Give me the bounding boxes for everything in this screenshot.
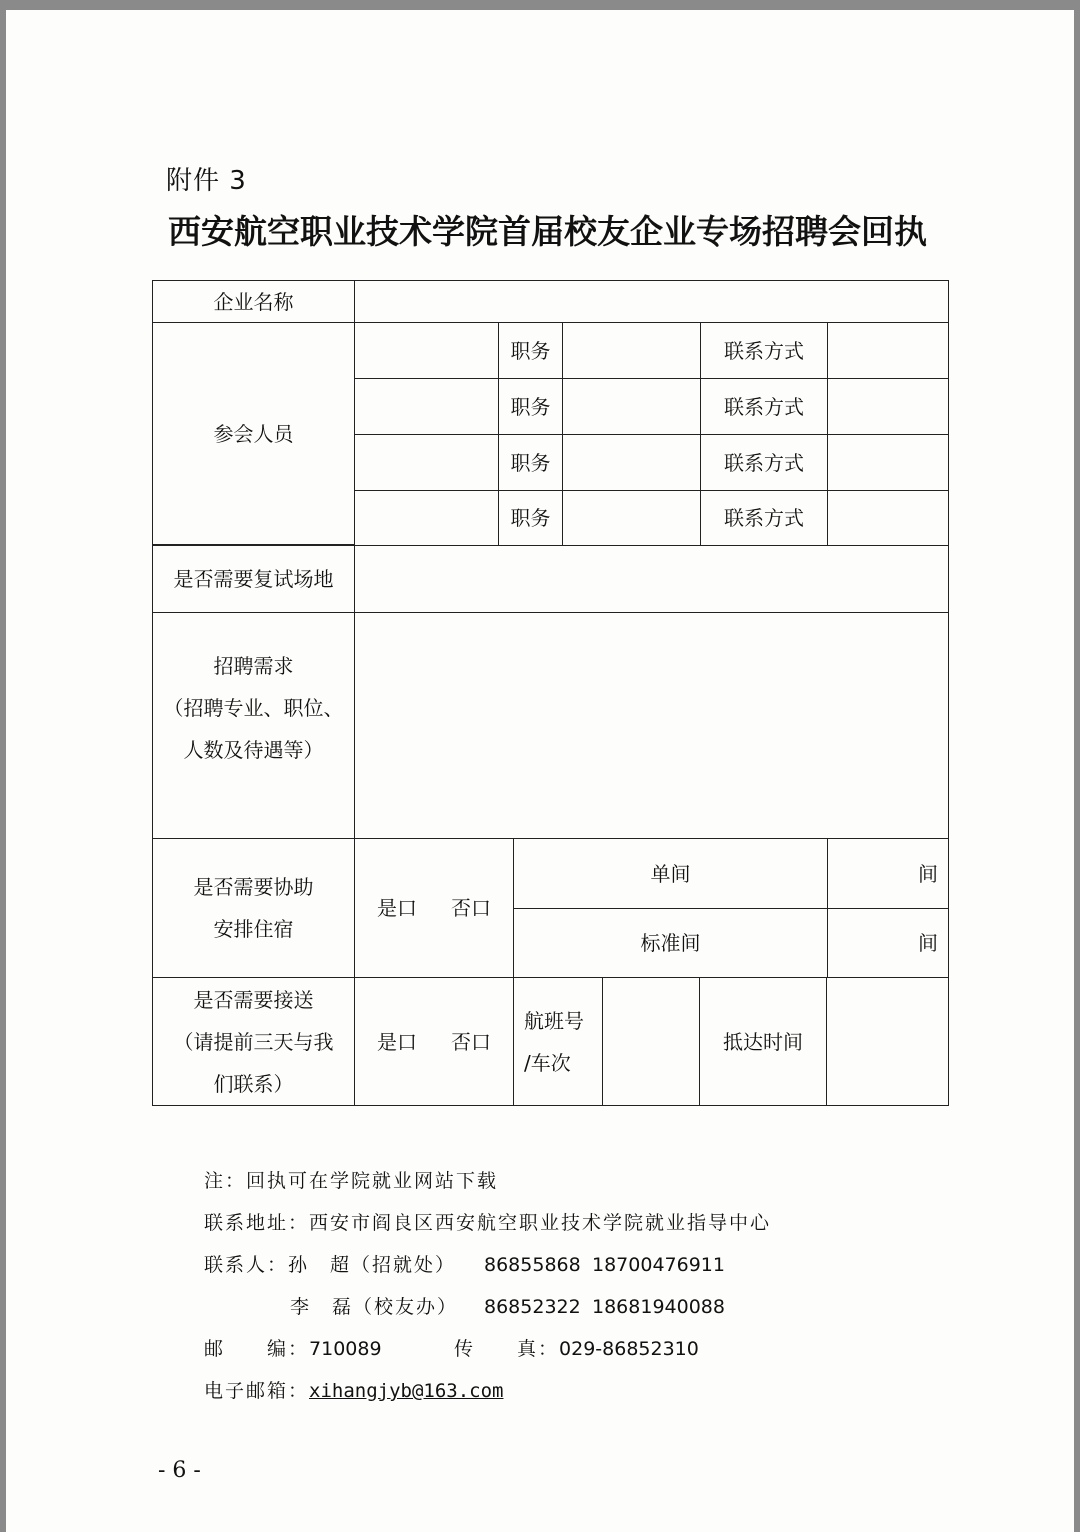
recruit-line-2: （招聘专业、职位、 — [163, 696, 344, 720]
lodging-label — [152, 838, 355, 978]
email-label: 电子邮箱： — [204, 1380, 310, 1402]
pickup-yes-checkbox[interactable]: 是口 — [377, 1029, 417, 1054]
position-label: 职务 — [498, 434, 563, 491]
single-room-label: 单间 — [513, 838, 828, 909]
position-label: 职务 — [498, 490, 563, 546]
address-line: 联系地址：西安市阎良区西安航空职业技术学院就业指导中心 — [204, 1212, 772, 1234]
arrival-time-label: 抵达时间 — [699, 977, 827, 1106]
position-field[interactable] — [562, 490, 701, 546]
contact-label: 联系方式 — [700, 490, 828, 546]
postcode-value: 710089 — [309, 1338, 382, 1360]
company-name-field[interactable] — [354, 280, 949, 323]
pickup-line-3: 们联系） — [213, 1071, 294, 1096]
contact-notes — [204, 1160, 771, 1412]
pickup-line-2: （请提前三天与我 — [173, 1029, 334, 1054]
contact-label: 联系方式 — [700, 378, 828, 435]
lodging-yes-checkbox[interactable]: 是口 — [377, 896, 417, 920]
fax-label: 传 真： — [454, 1338, 560, 1360]
arrival-time-field[interactable] — [826, 977, 949, 1106]
contact-label: 联系方式 — [700, 322, 828, 379]
contact-field[interactable] — [827, 434, 949, 491]
contact1-phone: 86855868 — [484, 1254, 581, 1276]
contact-label: 联系方式 — [700, 434, 828, 491]
recruit-needs-label — [152, 612, 355, 839]
lodging-choice — [354, 838, 514, 978]
room-unit: 间 — [918, 931, 938, 955]
company-name-label: 企业名称 — [152, 280, 355, 323]
contact-line-1 — [204, 1244, 771, 1286]
contact-field[interactable] — [827, 322, 949, 379]
fax-field — [454, 1328, 699, 1370]
pickup-no-checkbox[interactable]: 否口 — [451, 1029, 491, 1054]
flight-line-2: /车次 — [524, 1050, 571, 1075]
flight-field[interactable] — [602, 977, 700, 1106]
contact2-mobile: 18681940088 — [592, 1296, 725, 1318]
email-link[interactable]: xihangjyb@163.com — [309, 1380, 504, 1402]
note-line: 注：回执可在学院就业网站下载 — [204, 1170, 499, 1192]
contact-line-2 — [204, 1286, 771, 1328]
lodging-line-2: 安排住宿 — [213, 917, 294, 941]
standard-room-label: 标准间 — [513, 908, 828, 978]
standard-room-count[interactable] — [827, 908, 949, 978]
attendee-name-field[interactable] — [354, 490, 499, 546]
position-field[interactable] — [562, 378, 701, 435]
pickup-choice — [354, 977, 514, 1106]
attachment-label: 附件 3 — [166, 166, 247, 196]
attendees-label: 参会人员 — [152, 322, 355, 545]
attendee-name-field[interactable] — [354, 378, 499, 435]
recruit-line-3: 人数及待遇等） — [183, 738, 324, 762]
page-number: - 6 - — [158, 1458, 201, 1483]
contact-field[interactable] — [827, 378, 949, 435]
position-label: 职务 — [498, 378, 563, 435]
fax-value: 029-86852310 — [559, 1338, 699, 1360]
flight-line-1: 航班号 — [524, 1008, 584, 1033]
room-unit: 间 — [918, 861, 938, 886]
document-title: 西安航空职业技术学院首届校友企业专场招聘会回执 — [168, 212, 927, 251]
postcode-fax-line — [204, 1328, 771, 1370]
pickup-label — [152, 977, 355, 1106]
contact2-phone: 86852322 — [484, 1296, 581, 1318]
reinterview-label: 是否需要复试场地 — [152, 545, 355, 613]
recruit-line-1: 招聘需求 — [213, 654, 294, 678]
contact1-mobile: 18700476911 — [592, 1254, 725, 1276]
contact-label: 联系人：孙 超（招就处） — [204, 1254, 457, 1276]
pickup-line-1: 是否需要接送 — [193, 987, 314, 1012]
reinterview-field[interactable] — [354, 545, 949, 613]
attendee-name-field[interactable] — [354, 434, 499, 491]
position-field[interactable] — [562, 434, 701, 491]
lodging-line-1: 是否需要协助 — [193, 875, 314, 899]
recruit-needs-field[interactable] — [354, 612, 949, 839]
document-page — [6, 10, 1074, 1532]
lodging-no-checkbox[interactable]: 否口 — [451, 896, 491, 920]
contact2-name: 李 磊（校友办） — [290, 1296, 459, 1318]
position-field[interactable] — [562, 322, 701, 379]
single-room-count[interactable] — [827, 838, 949, 909]
attendee-name-field[interactable] — [354, 322, 499, 379]
postcode-label: 邮 编： — [204, 1338, 310, 1360]
email-line — [204, 1370, 771, 1412]
position-label: 职务 — [498, 322, 563, 379]
flight-label — [513, 977, 603, 1106]
contact-field[interactable] — [827, 490, 949, 546]
